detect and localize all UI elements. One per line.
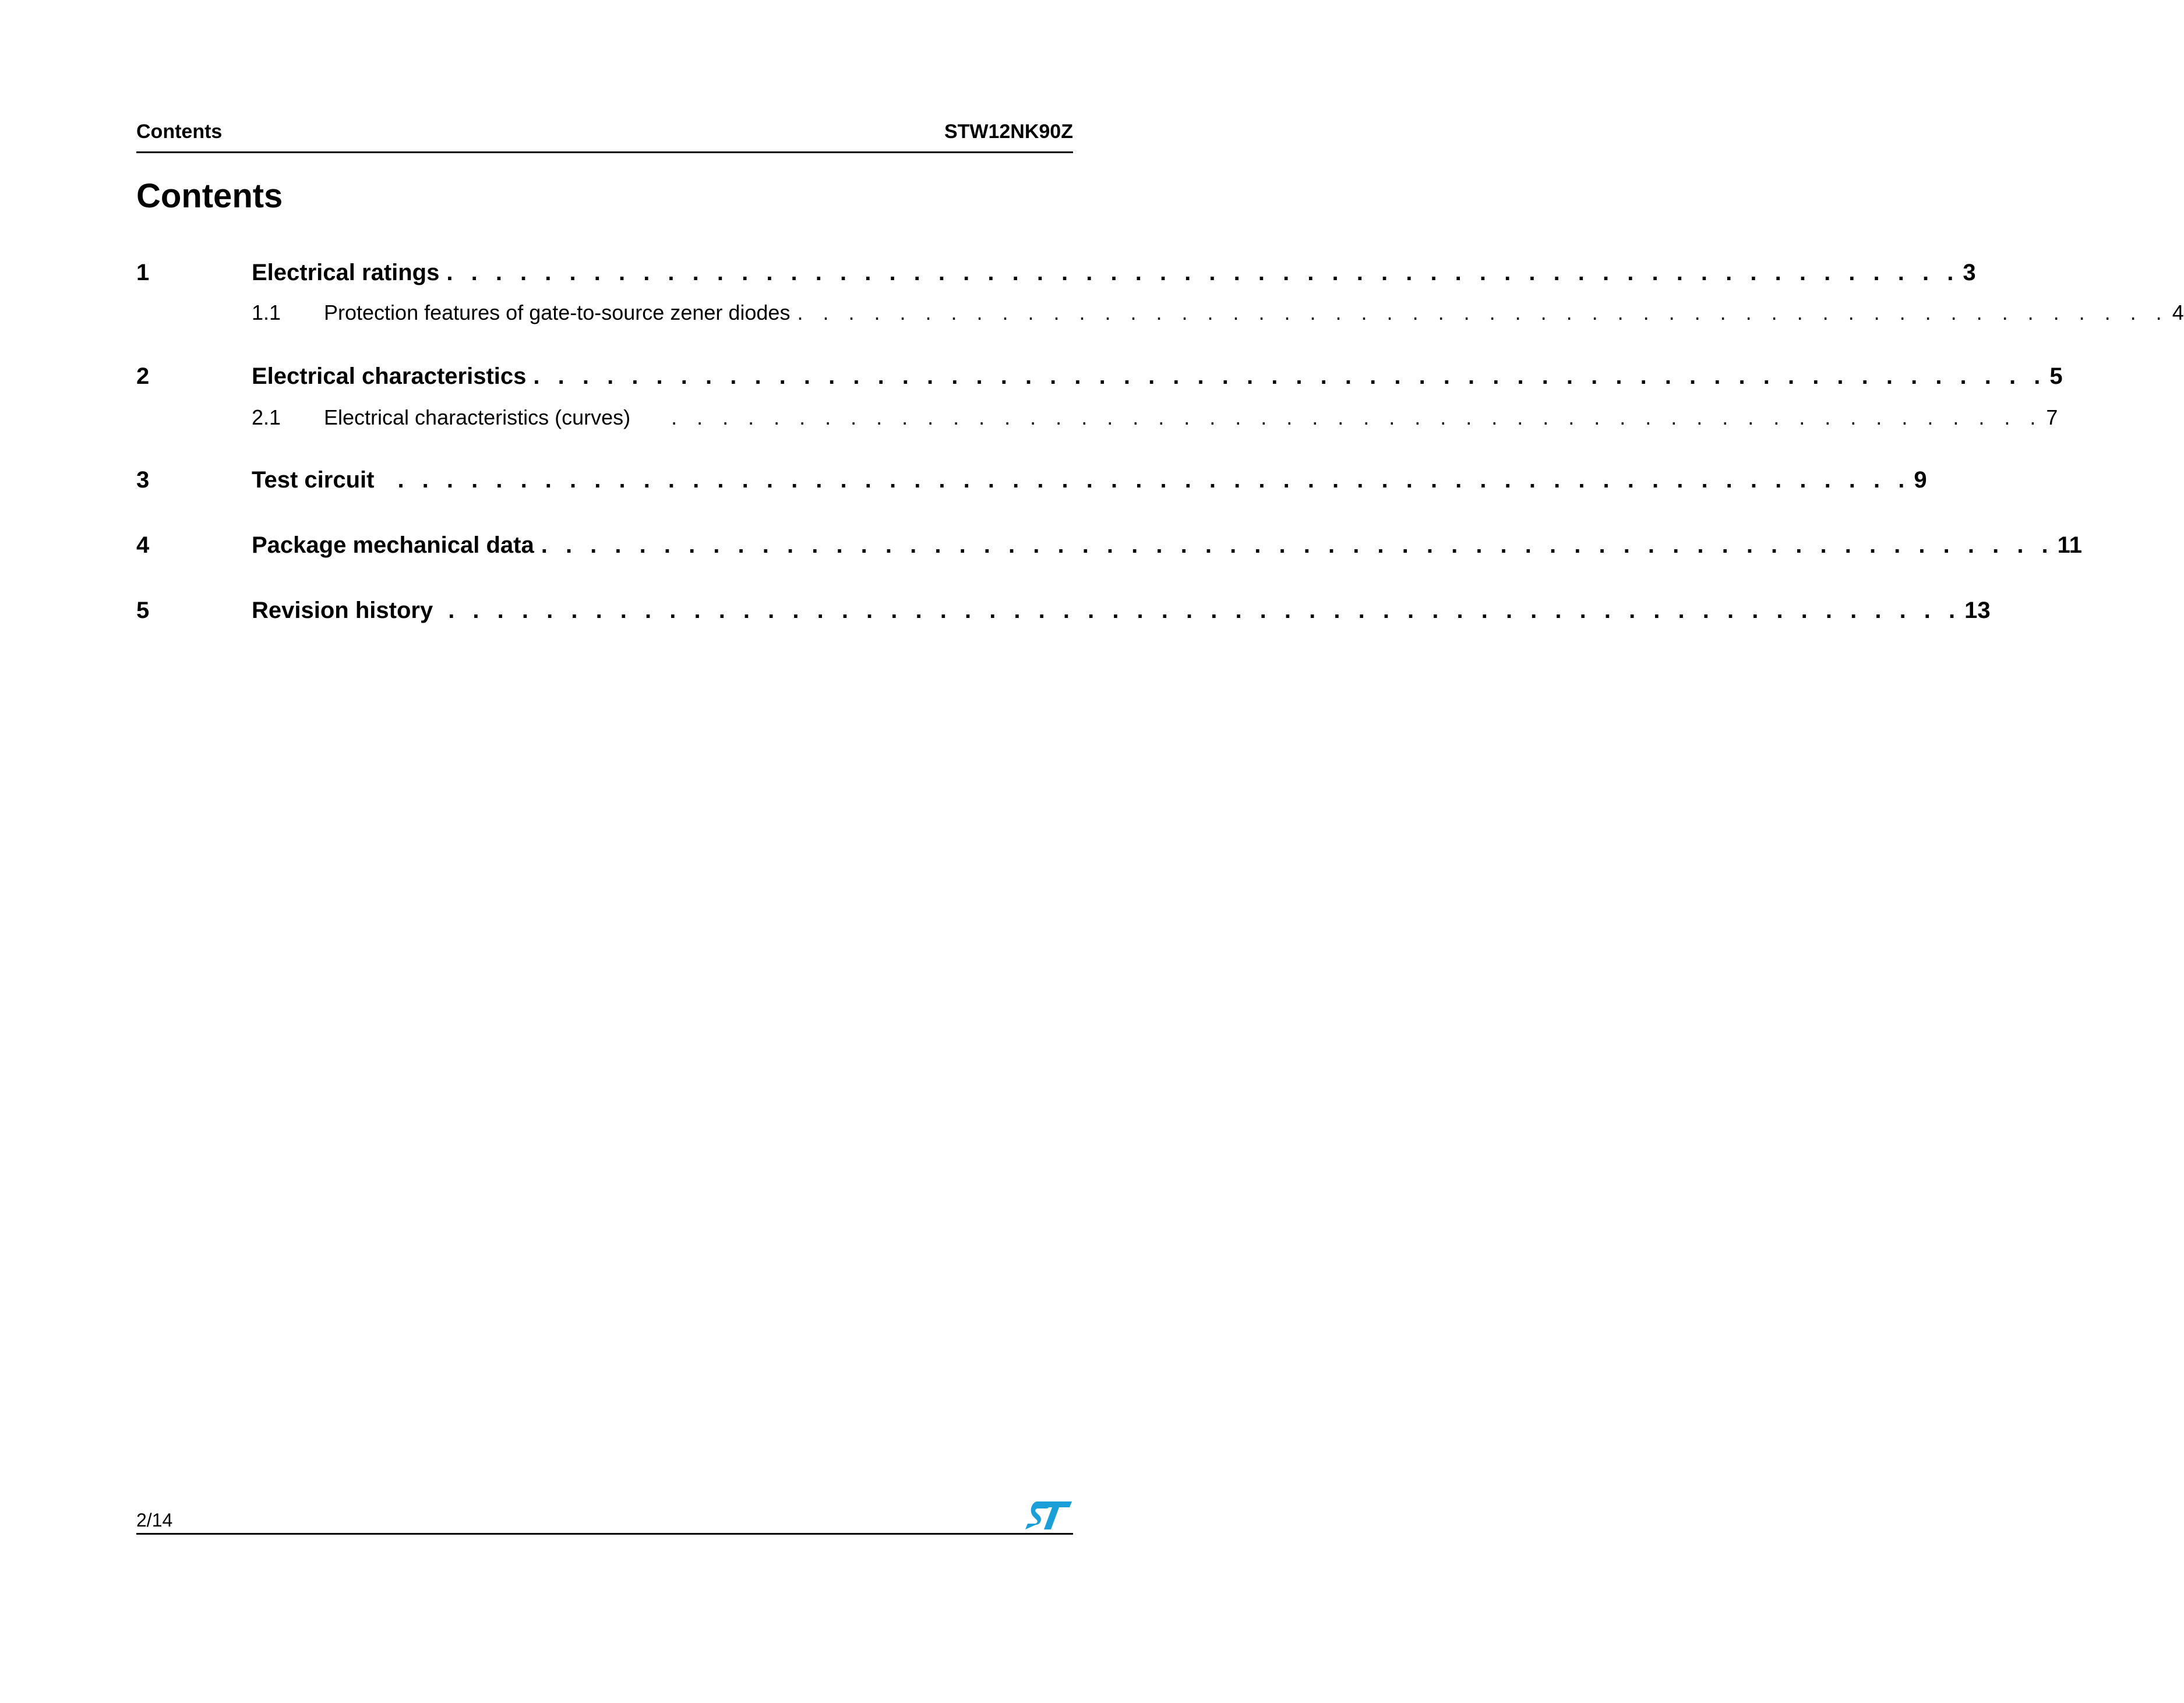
toc-entry-number: 2: [136, 363, 150, 389]
toc-entry-3[interactable]: [136, 464, 1927, 496]
st-logo-icon: [1025, 1500, 1073, 1531]
toc-entry-title: Package mechanical data: [252, 532, 534, 558]
page-header: [136, 114, 1073, 153]
header-document-id: STW12NK90Z: [944, 121, 1073, 143]
toc-entry-number: 5: [136, 598, 150, 623]
toc-entry-number: 1.1: [252, 301, 281, 324]
header-section-title: Contents: [136, 121, 223, 143]
toc-entry-title: Electrical ratings: [252, 260, 440, 285]
page-footer: [136, 1497, 1073, 1535]
toc-entry-2[interactable]: [136, 360, 2063, 393]
toc-leader-dots: . . . . . . . . . . . . . . . . . . . . . . . . . . . . . . . . . . . . . . . . . . . . . . . . . . . . . . . . . . . . . .: [446, 260, 1960, 285]
toc-leader-dots: . . . . . . . . . . . . . . . . . . . . . . . . . . . . . . . . . . . . . . . . . . . . . . . . . . . . . . . . . . . . . .: [541, 532, 2054, 558]
toc-entry-4[interactable]: [136, 529, 2082, 561]
toc-entry-title: Electrical characteristics: [252, 363, 527, 389]
toc-entry-page: 9: [1914, 467, 1927, 493]
toc-entry-number: 1: [136, 260, 150, 285]
toc-leader-dots: . . . . . . . . . . . . . . . . . . . . . . . . . . . . . . . . . . . . . . . . . . . . . . . . . . . . . .: [797, 301, 2169, 324]
toc-entry-5[interactable]: [136, 594, 1991, 627]
toc-entry-1-1[interactable]: [252, 298, 2184, 331]
toc-entry-number: 3: [136, 467, 150, 493]
toc-entry-page: 4: [2172, 301, 2184, 324]
toc-entry-1[interactable]: [136, 256, 1976, 289]
toc-entry-title: Revision history: [252, 598, 433, 623]
toc-leader-dots: . . . . . . . . . . . . . . . . . . . . . . . . . . . . . . . . . . . . . . . . . . . . . . . . . . . . . . . . . . . . . .: [533, 363, 2047, 389]
toc-entry-number: 4: [136, 532, 150, 558]
toc-entry-title: Electrical characteristics (curves): [324, 405, 631, 429]
toc-entry-title: Test circuit: [252, 467, 375, 493]
toc-leader-dots: . . . . . . . . . . . . . . . . . . . . . . . . . . . . . . . . . . . . . . . . . . . . . . . . . . . . . .: [671, 405, 2043, 429]
toc-leader-dots: . . . . . . . . . . . . . . . . . . . . . . . . . . . . . . . . . . . . . . . . . . . . . . . . . . . . . . . . . . . . . .: [448, 598, 1961, 623]
toc-entry-number: 2.1: [252, 405, 281, 429]
toc-entry-2-1[interactable]: [252, 403, 2058, 436]
toc-entry-page: 13: [1964, 598, 1991, 623]
toc-leader-dots: . . . . . . . . . . . . . . . . . . . . . . . . . . . . . . . . . . . . . . . . . . . . . . . . . . . . . . . . . . . . . .: [397, 467, 1911, 493]
toc-entry-page: 7: [2046, 405, 2058, 429]
toc-entry-page: 3: [1963, 260, 1976, 285]
toc-entry-page: 11: [2057, 532, 2082, 558]
footer-page-number: 2/14: [136, 1510, 173, 1531]
toc-entry-title: Protection features of gate-to-source zener diodes: [324, 301, 791, 324]
toc-entry-page: 5: [2049, 363, 2063, 389]
page-title: Contents: [136, 177, 283, 215]
